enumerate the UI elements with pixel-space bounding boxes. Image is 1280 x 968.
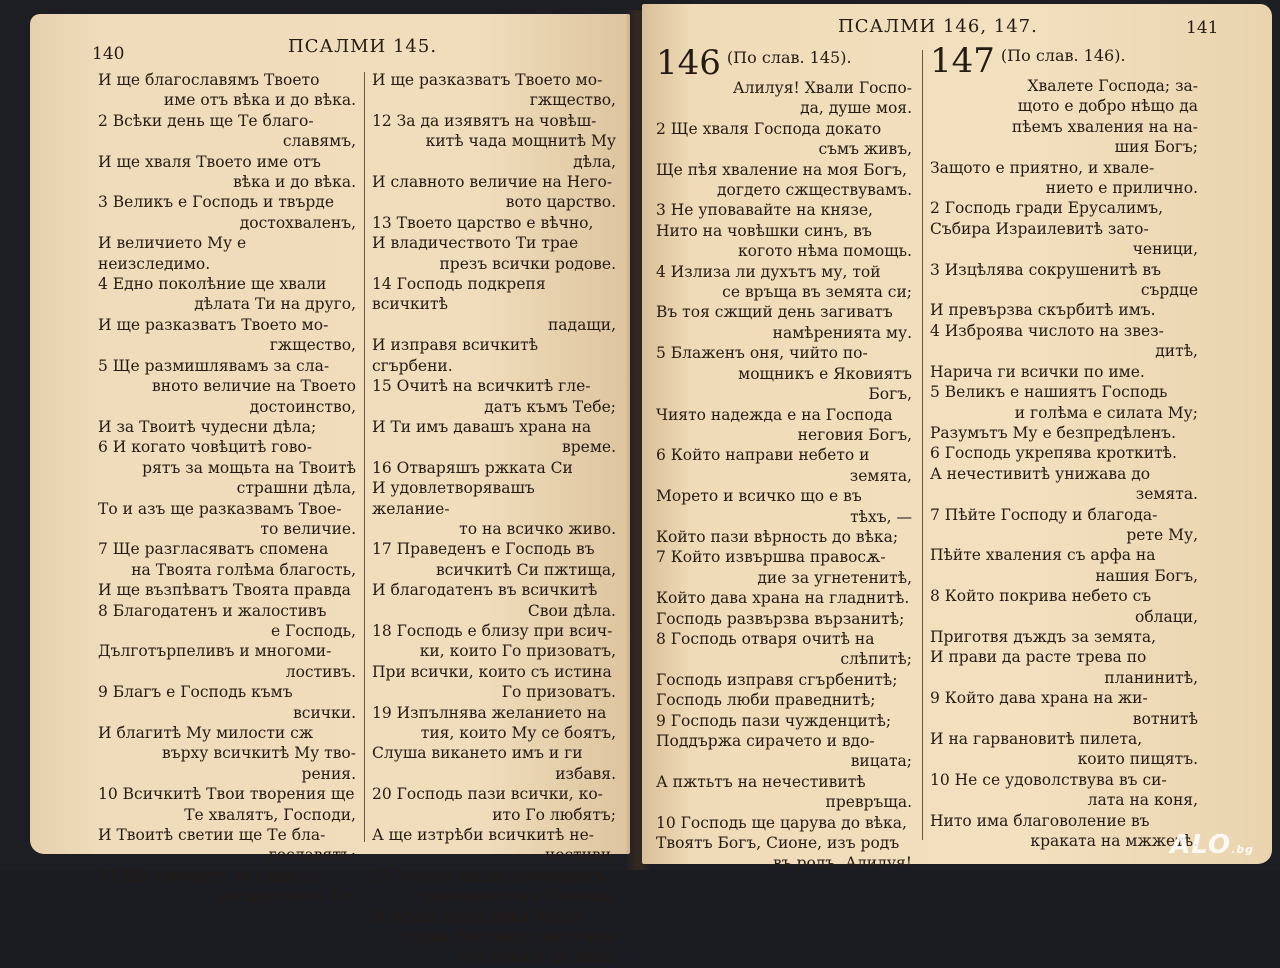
text-line: неговия Богъ, (797, 425, 912, 444)
text-line: И изправя всичкитѣ сгърбени. (372, 336, 539, 375)
text-line: 7 Който извършва правосѫ- (656, 548, 886, 567)
text-line: вното величие на Твоето (152, 377, 356, 396)
text-line: И ще разказватъ Твоето мо- (98, 315, 329, 334)
text-line: лата на коня, (1087, 791, 1198, 810)
psalm-147-verses (930, 76, 1198, 851)
page-number-right: 141 (1186, 18, 1219, 38)
text-line: пѣемъ хваления на на- (1011, 117, 1198, 136)
text-line: 11 Ще говорятъ за славата (98, 866, 320, 885)
text-line: отъ вѣка и до вѣка. (460, 948, 616, 967)
text-line: 2 Ще хваля Господа докато (656, 119, 882, 138)
text-line: тѣхъ, — (850, 507, 912, 526)
text-line: Въ тоя сжщий день загиватъ (656, 303, 893, 322)
text-line: достохваленъ, (239, 213, 356, 232)
text-line: рете Му, (1126, 525, 1198, 544)
right-column-1 (656, 43, 912, 874)
text-line: 14 Господь подкрепя всичкитѣ (372, 275, 546, 314)
text-line: И прави да расте трева по (930, 648, 1147, 667)
text-line: И превързва скърбитѣ имъ. (930, 301, 1156, 320)
text-line: А ще изтрѣби всичкитѣ не- (372, 826, 594, 845)
text-line: А нечестивитѣ унижава до (930, 464, 1151, 483)
text-line: И ще възпѣватъ Твоята правда (98, 581, 351, 600)
text-line: 9 Господь пази чужденцитѣ; (656, 711, 892, 730)
text-line: То и азъ ще разказвамъ Твое- (98, 499, 342, 518)
text-line: дие за угнетенитѣ, (757, 568, 912, 587)
text-line: вѣка и до вѣка. (233, 173, 356, 192)
text-line: Те хвалятъ, Господи, (184, 805, 356, 824)
psalm-146-note: (По слав. 145). (726, 48, 852, 67)
text-line: 5 Великъ е нашиятъ Господь (930, 383, 1168, 402)
text-line: Нарича ги всички по име. (930, 362, 1145, 381)
text-line: нашия Богъ, (1095, 566, 1198, 585)
text-line: земята, (849, 466, 912, 485)
text-line: Господь люби праведнитѣ; (656, 691, 876, 710)
text-line: въ родъ. Алилуя! (773, 854, 912, 873)
text-line: нието е прилично. (1045, 179, 1198, 198)
text-line: облаци, (1135, 607, 1198, 626)
text-line: догдето сжществувамъ. (717, 181, 912, 200)
text-line: мощникъ е Яковиятъ (738, 364, 912, 383)
text-line: И за Твоитѣ чудесни дѣла; (98, 417, 317, 436)
text-line: презъ всички родове. (439, 254, 616, 273)
text-line: При всички, които съ истина (372, 662, 612, 681)
text-line: И благитѣ Му милости сж (98, 724, 314, 742)
text-line: Поддържа сирачето и вдо- (656, 732, 875, 750)
text-line: планинитѣ, (1104, 668, 1198, 687)
text-line: И удовлетворявашъ желание- (372, 479, 535, 518)
text-line: дѣла, (573, 152, 616, 171)
text-line: върху всичкитѣ Му тво- (162, 744, 356, 763)
text-line: рятъ за мощьта на Твоитѣ (142, 458, 356, 477)
text-line: 2 Всѣки день ще Те благо- (98, 111, 314, 130)
text-line: Ще пѣя хваление на моя Богъ, (656, 160, 907, 179)
psalm-146-heading (656, 43, 912, 83)
text-line: 5 Блаженъ оня, чийто по- (656, 344, 868, 363)
text-line: честиви. (545, 846, 616, 865)
text-line: 7 Пѣйте Господу и благода- (930, 505, 1158, 524)
text-line: 15 Очитѣ на всичкитѣ гле- (372, 377, 591, 396)
text-line: 12 За да изявятъ на човѣш- (372, 111, 597, 130)
text-line: тия, които Му се боятъ, (420, 724, 616, 742)
text-line: 4 Изброява числото на звез- (930, 321, 1164, 340)
running-title-right: ПСАЛМИ 146, 147. (838, 16, 1038, 37)
text-line: ито Го любятъ; (492, 805, 616, 824)
text-line: 8 Господь отваря очитѣ на (656, 629, 875, 648)
text-line: И владичеството Ти трае (372, 234, 579, 253)
text-line: вото царство. (505, 193, 616, 212)
text-line: Защото е приятно, и хвале- (930, 158, 1155, 177)
text-line: избавя. (555, 764, 616, 783)
text-line: Хвалете Господа; за- (1027, 77, 1198, 95)
left-column-2 (372, 70, 616, 968)
column-rule (922, 50, 923, 840)
text-line: И Ти имъ давашъ храна на (372, 417, 592, 436)
text-line: краката на мжжетѣ. (1030, 832, 1198, 851)
text-line: 10 Господь ще царува до вѣка, (656, 813, 907, 832)
text-line: и голѣма е силата Му; (1014, 403, 1198, 422)
text-line: 4 Излиза ли духътъ му, той (656, 262, 881, 281)
text-line: 18 Господь е близу при всич- (372, 621, 613, 640)
text-line: време. (562, 438, 616, 457)
text-line: славя Неговото свето име (402, 928, 616, 947)
text-line: Който дава храна на гладнитѣ. (656, 589, 910, 608)
psalm-147-number: 147 (930, 41, 995, 81)
text-line: Разумътъ Му е безпредѣленъ. (930, 423, 1176, 442)
text-line: име отъ вѣка и до вѣка. (163, 91, 356, 110)
text-line: И ще благославямъ Твоето (98, 71, 320, 89)
text-line: 7 Ще разгласяватъ спомена (98, 540, 329, 559)
text-line: достоинство, (249, 397, 356, 416)
text-line: вицата; (850, 752, 912, 771)
text-line: Господь развързва вързанитѣ; (656, 609, 905, 628)
text-line: Нито има благоволение въ (930, 811, 1150, 830)
text-line: хвалението на Господа; (421, 887, 616, 906)
text-line: 8 Благодатенъ и жалостивъ (98, 601, 327, 620)
text-line: когото нѣма помощь. (737, 242, 912, 261)
text-line: на Твоята голѣма благость, (131, 560, 356, 579)
text-line: Чиято надежда е на Господа (656, 405, 893, 424)
text-line: гославятъ; (268, 846, 356, 865)
text-line: 10 Всичкитѣ Твои творения ще (98, 785, 355, 804)
text-line: 2 Господь гради Ерусалимъ, (930, 199, 1164, 218)
text-line: Алилуя! Хвали Госпо- (732, 79, 912, 97)
text-line: И ще разказватъ Твоето мо- (372, 71, 603, 89)
text-line: щото е добро нѣщо да (1017, 97, 1198, 116)
text-line: гжщество, (269, 336, 356, 355)
text-line: Дълготърпеливъ и многоми- (98, 642, 332, 661)
text-line: А пжтьтъ на нечестивитѣ (656, 772, 866, 791)
psalm-146-number: 146 (656, 43, 721, 83)
text-line: И славното величие на Него- (372, 173, 613, 192)
text-line: Свои дѣла. (527, 601, 616, 620)
text-line: Го призоватъ. (501, 683, 616, 702)
text-line: И всѣка тварь нека благо- (372, 907, 586, 926)
text-line: които пищятъ. (1077, 750, 1198, 769)
text-line: падащи, (547, 315, 616, 334)
text-line: 17 Праведенъ е Господь въ (372, 540, 595, 559)
left-column-1 (98, 70, 356, 907)
text-line: гжщество, (529, 91, 616, 110)
text-line: Нито на човѣшки синъ, въ (656, 221, 872, 240)
text-line: 6 И когато човѣцитѣ гово- (98, 438, 312, 457)
text-line: съмъ живъ, (818, 140, 912, 159)
psalm-146-verses (656, 78, 912, 874)
text-line: 6 Господь укрепява кроткитѣ. (930, 444, 1177, 463)
text-line: 21 Устата ми ще изговарятъ (372, 866, 606, 885)
psalm-147-note: (По слав. 146). (1000, 46, 1126, 65)
text-line: Приготвя дъждъ за земята, (930, 627, 1157, 646)
text-line: 3 Изцѣлява сокрушенитѣ въ (930, 260, 1162, 279)
text-line: Твоятъ Богъ, Сионе, изъ родъ (656, 834, 900, 853)
text-line: ченици, (1132, 240, 1198, 259)
text-line: на царството Ти, (218, 887, 356, 906)
running-title-left: ПСАЛМИ 145. (288, 36, 438, 57)
text-line: Господь изправя сгърбенитѣ; (656, 670, 898, 689)
watermark-logo: ALO.bg (1170, 830, 1254, 860)
text-line: да, душе моя. (800, 99, 912, 118)
text-line: Който пази вѣрность до вѣка; (656, 527, 899, 546)
text-line: датъ къмъ Тебе; (484, 397, 616, 416)
text-line: Слуша викането имъ и ги (372, 744, 583, 763)
text-line: 9 Благъ е Господь къмъ (98, 683, 293, 702)
text-line: е Господь, (271, 621, 356, 640)
text-line: то величие. (260, 519, 356, 538)
text-line: превръща. (825, 793, 912, 812)
text-line: 10 Не се удоволствува въ си- (930, 770, 1167, 789)
text-line: лостивъ. (285, 662, 356, 681)
text-line: намѣренията му. (772, 323, 912, 342)
column-rule (364, 72, 365, 842)
page-number-left: 140 (92, 44, 125, 64)
text-line: 20 Господь пази всички, ко- (372, 785, 603, 804)
right-page (642, 4, 1272, 873)
text-line: славямъ, (282, 132, 356, 151)
text-line: то на всичко живо. (459, 519, 616, 538)
text-line: Пѣйте хваления съ арфа на (930, 546, 1156, 565)
text-line: дѣлата Ти на друго, (194, 295, 356, 314)
text-line: китѣ чада мощнитѣ Му (425, 132, 616, 151)
text-line: слѣпитѣ; (840, 650, 912, 669)
text-line: земята. (1135, 485, 1198, 504)
text-line: 13 Твоето царство е вѣчно, (372, 213, 594, 232)
text-line: И величието Му е неизследимо. (98, 234, 247, 273)
text-line: дитѣ, (1155, 342, 1198, 361)
text-line: всичкитѣ Си пжтища, (435, 560, 616, 579)
text-line: сърдце (1140, 281, 1198, 300)
right-column-2 (930, 41, 1198, 851)
text-line: се връща въ земята си; (722, 283, 912, 302)
text-line: И на гарвановитѣ пилета, (930, 730, 1143, 748)
text-line: Морето и всичко що е въ (656, 487, 862, 506)
text-line: шия Богъ; (1114, 138, 1198, 157)
text-line: вотнитѣ (1132, 709, 1198, 728)
text-line: И Твоитѣ светии ще Те бла- (98, 826, 326, 845)
left-page (30, 14, 630, 967)
text-line: страшни дѣла, (236, 479, 356, 498)
text-line: Събира Израилевитѣ зато- (930, 219, 1149, 238)
text-line: Богъ, (868, 385, 912, 404)
psalm-147-heading (930, 41, 1198, 81)
text-line: И ще хваля Твоето име отъ (98, 152, 321, 171)
text-line: 3 Не уповавайте на князе, (656, 201, 873, 220)
text-line: 4 Едно поколѣние ще хвали (98, 275, 327, 294)
text-line: 5 Ще размишлявамъ за сла- (98, 356, 330, 375)
text-line: И благодатенъ въ всичкитѣ (372, 581, 598, 600)
text-line: 9 Който дава храна на жи- (930, 689, 1148, 708)
text-line: всички. (293, 703, 356, 722)
text-line: 3 Великъ е Господь и твърде (98, 193, 335, 212)
text-line: 16 Отваряшъ ржката Си (372, 458, 573, 477)
text-line: рения. (301, 764, 356, 783)
text-line: 8 Който покрива небето съ (930, 587, 1152, 606)
text-line: 6 Който направи небето и (656, 446, 870, 465)
text-line: ки, които Го призоватъ, (419, 642, 616, 661)
text-line: 19 Изпълнява желанието на (372, 703, 607, 722)
